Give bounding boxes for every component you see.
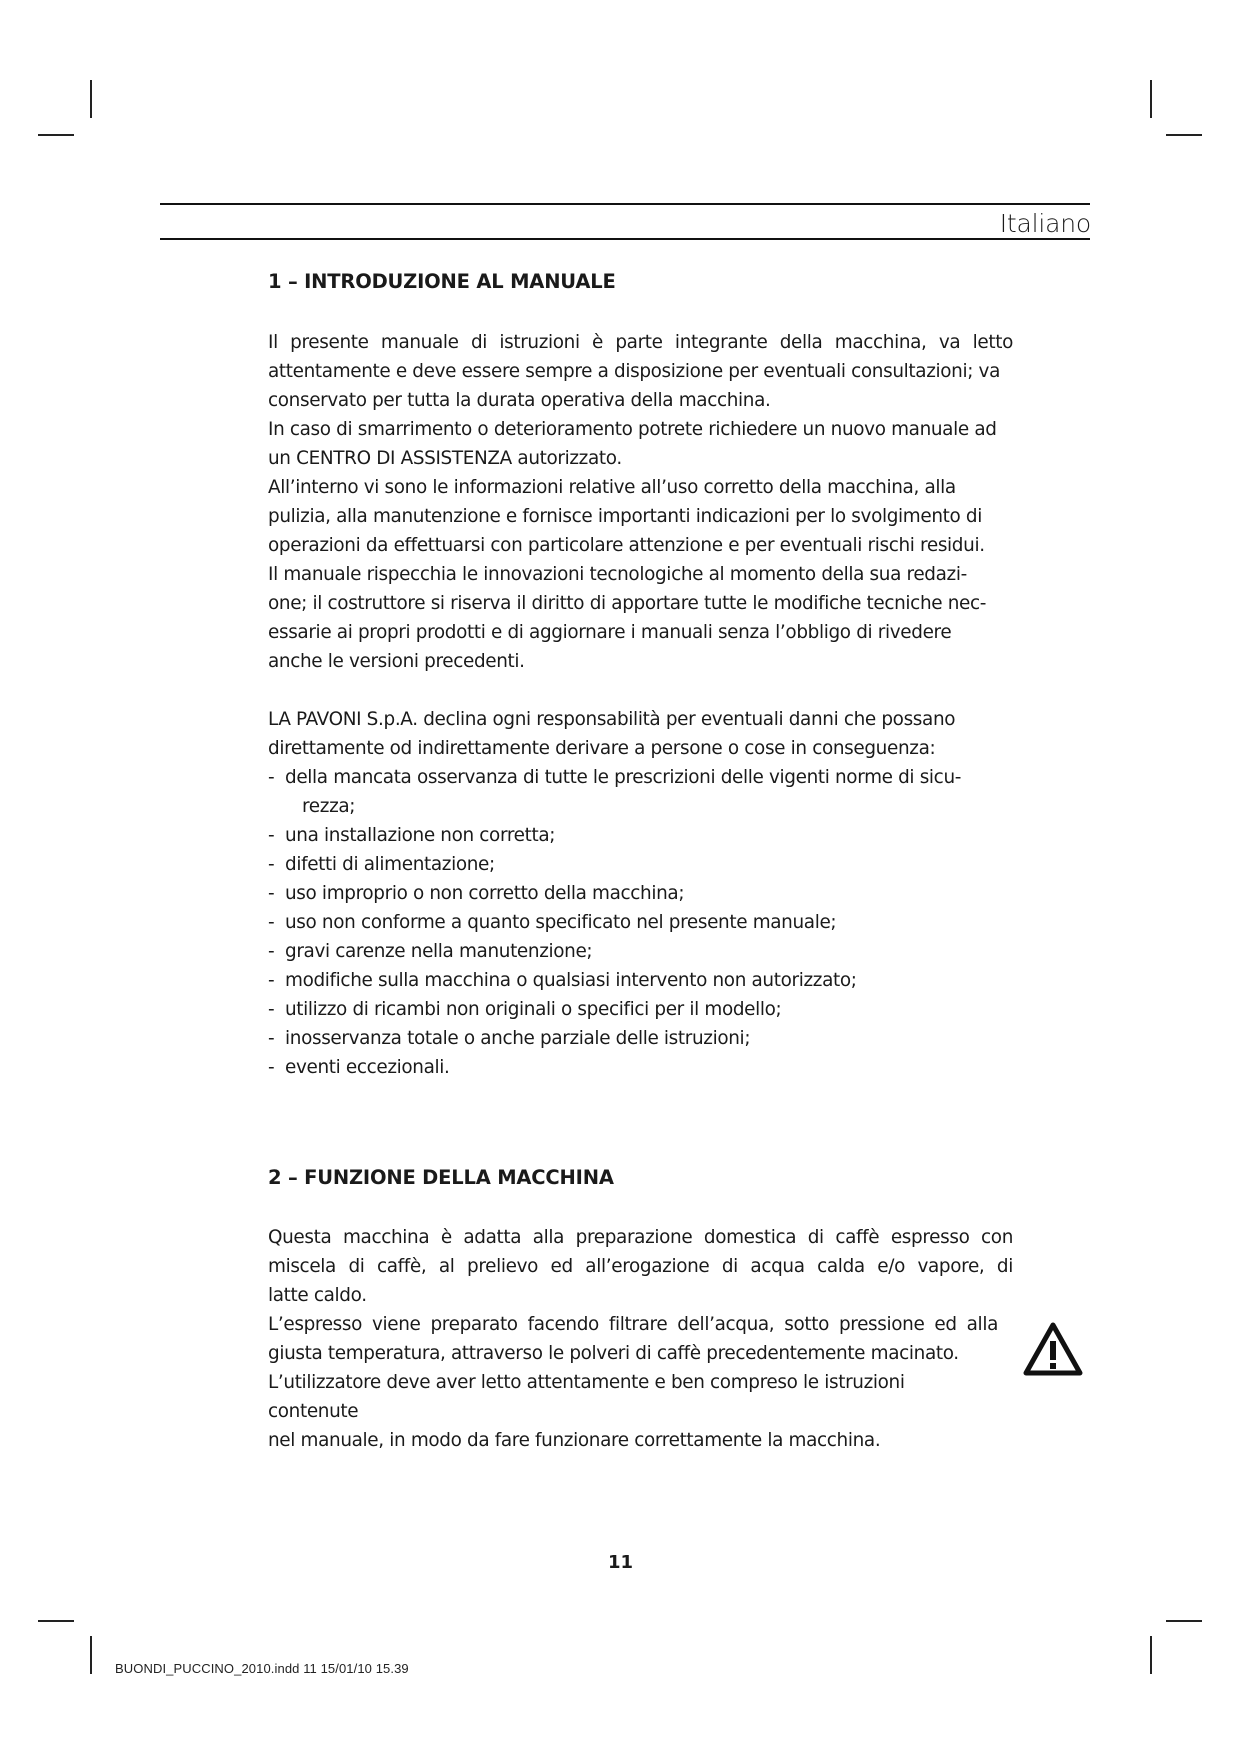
text-line: Il presente manuale di istruzioni è parte integrante della macchina, va letto [268,332,1013,353]
warning-triangle-icon [1022,1321,1084,1377]
header-rule-top [160,203,1090,205]
list-item: - una installazione non corretta; [268,821,1013,850]
text-line: anche le versioni precedenti. [268,651,525,672]
text-line: latte caldo. [268,1285,367,1306]
list-item: - utilizzo di ricambi non originali o specifici per il modello; [268,995,1013,1024]
text-line: miscela di caffè, al prelievo ed all’erogazione di acqua calda e/o vapore, di [268,1256,1013,1277]
intro-paragraph-2 [268,415,1013,473]
language-label: Italiano [999,209,1091,238]
page-number: 11 [607,1552,634,1573]
list-item: - difetti di alimentazione; [268,850,1013,879]
text-line: L’utilizzatore deve aver letto attentamente e ben compreso le istruzioni contenute [268,1372,905,1422]
crop-mark-bottom-right-vertical [1150,1636,1152,1674]
intro-paragraph-4 [268,560,1013,676]
text-line: un CENTRO DI ASSISTENZA autorizzato. [268,448,622,469]
text-line: pulizia, alla manutenzione e fornisce importanti indicazioni per lo svolgimento di [268,506,982,527]
list-item: - gravi carenze nella manutenzione; [268,937,1013,966]
crop-mark-top-left-horizontal [38,134,74,136]
crop-mark-top-right-horizontal [1166,134,1202,136]
function-paragraph-1 [268,1223,1013,1310]
text-line: operazioni da effettuarsi con particolare attenzione e per eventuali rischi residui. [268,535,985,556]
list-item-text: della mancata osservanza di tutte le prescrizioni delle vigenti norme di sicu- [285,767,962,788]
text-line: Questa macchina è adatta alla preparazione domestica di caffè espresso con [268,1227,1013,1248]
text-line: essarie ai propri prodotti e di aggiornare i manuali senza l’obbligo di rivedere [268,622,952,643]
text-line: LA PAVONI S.p.A. declina ogni responsabilità per eventuali danni che possano [268,709,956,730]
liability-list [268,763,1013,1082]
section-2-heading: 2 – FUNZIONE DELLA MACCHINA [268,1166,614,1189]
crop-mark-top-left-vertical [90,80,92,118]
crop-mark-bottom-left-horizontal [38,1620,74,1622]
text-line: direttamente od indirettamente derivare a persone o cose in conseguenza: [268,738,936,759]
list-item [268,763,1013,821]
crop-mark-bottom-left-vertical [90,1636,92,1674]
intro-paragraph-1 [268,328,1013,415]
print-slug: BUONDI_PUCCINO_2010.indd 11 15/01/10 15.39 [115,1661,409,1676]
intro-paragraph-3 [268,473,1013,560]
text-line: giusta temperatura, attraverso le polveri di caffè precedentemente macinato. [268,1343,959,1364]
list-item: - uso non conforme a quanto specificato nel presente manuale; [268,908,1013,937]
text-line: L’espresso viene preparato facendo filtrare dell’acqua, sotto pressione ed alla [268,1314,998,1335]
text-line: attentamente e deve essere sempre a disposizione per eventuali consultazioni; va [268,361,1001,382]
text-line: conservato per tutta la durata operativa della macchina. [268,390,771,411]
header-rule-bottom [160,238,1090,240]
list-item: - eventi eccezionali. [268,1053,1013,1082]
list-item: - modifiche sulla macchina o qualsiasi intervento non autorizzato; [268,966,1013,995]
section-1-heading: 1 – INTRODUZIONE AL MANUALE [268,270,616,293]
list-item-continuation: rezza; [302,796,356,817]
list-item: - uso improprio o non corretto della macchina; [268,879,1013,908]
crop-mark-top-right-vertical [1150,80,1152,118]
text-line: All’interno vi sono le informazioni relative all’uso corretto della macchina, alla [268,477,956,498]
text-line: In caso di smarrimento o deterioramento potrete richiedere un nuovo manuale ad [268,419,997,440]
crop-mark-bottom-right-horizontal [1166,1620,1202,1622]
disclaimer-paragraph [268,705,1013,763]
section-machine-function [268,1166,1013,1455]
function-paragraph-2 [268,1310,998,1455]
text-line: one; il costruttore si riserva il diritto di apportare tutte le modifiche tecniche nec- [268,593,987,614]
text-line: Il manuale rispecchia le innovazioni tecnologiche al momento della sua redazi- [268,564,967,585]
section-introduction [268,270,1013,1082]
list-item: - inosservanza totale o anche parziale delle istruzioni; [268,1024,1013,1053]
text-line: nel manuale, in modo da fare funzionare correttamente la macchina. [268,1430,881,1451]
